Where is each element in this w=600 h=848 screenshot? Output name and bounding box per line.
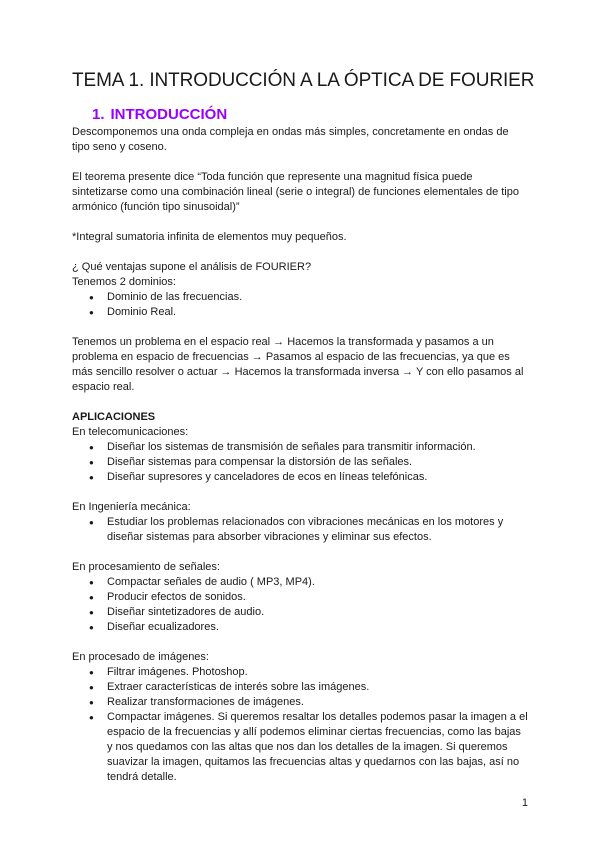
paragraph-domains-intro: Tenemos 2 dominios: <box>72 276 176 288</box>
list-item: ● Dominio de las frecuencias. <box>72 290 528 305</box>
list-item: ● Producir efectos de sonidos. <box>72 590 528 605</box>
list-item: ● Compactar imágenes. Si queremos resaltar los detalles podemos pasar la imagen a el espacio de la frecuencias y allí podemos eliminar ciertas frecuencias, como las bajas y nos quedamos con las altas que nos dan los detalles de la imagen. Si queremos suavizar la imagen, quitamos las frecuencias altas y quedarnos con las bajas, así no tendrá detalle. <box>72 710 528 785</box>
list-item: ● Diseñar sistemas para compensar la distorsión de las señales. <box>72 455 528 470</box>
paragraph-process: Tenemos un problema en el espacio real → Hacemos la transformada y pasamos a un problema en espacio de frecuencias → Pasamos al espacio de las frecuencias, ya que es más sencillo resolver o actuar → Hacemos la transformada inversa → Y con ello pasamos al espacio real. <box>72 336 524 393</box>
senales-list <box>72 575 528 635</box>
paragraph-note: *Integral sumatoria infinita de elementos muy pequeños. <box>72 231 347 243</box>
telecom-list <box>72 440 528 485</box>
telecom-label: En telecomunicaciones: <box>72 426 189 438</box>
list-item: ● Diseñar los sistemas de transmisión de señales para transmitir información. <box>72 440 528 455</box>
list-item: ● Dominio Real. <box>72 305 528 320</box>
list-item: ● Extraer características de interés sobre las imágenes. <box>72 680 528 695</box>
list-item: ● Filtrar imágenes. Photoshop. <box>72 665 528 680</box>
list-item: ● Diseñar sintetizadores de audio. <box>72 605 528 620</box>
section-heading-text: INTRODUCCIÓN <box>110 106 228 123</box>
list-item: ● Realizar transformaciones de imágenes. <box>72 695 528 710</box>
list-item: ● Diseñar ecualizadores. <box>72 620 528 635</box>
paragraph-intro: Descomponemos una onda compleja en ondas más simples, concretamente en ondas de tipo seno y coseno. <box>72 126 509 153</box>
document-title: TEMA 1. INTRODUCCIÓN A LA ÓPTICA DE FOURIER <box>72 70 535 91</box>
section-heading <box>92 106 227 123</box>
list-item: ● Diseñar supresores y canceladores de ecos en líneas telefónicas. <box>72 470 528 485</box>
list-item: ● Compactar señales de audio ( MP3, MP4). <box>72 575 528 590</box>
page-number: 1 <box>521 797 528 809</box>
paragraph-theorem: El teorema presente dice “Toda función que represente una magnitud física puede sintetizarse como una combinación lineal (serie o integral) de funciones elementales de tipo armónico (función tipo sinusoidal)” <box>72 171 519 213</box>
mecanica-list <box>72 515 528 545</box>
section-number: 1. <box>92 106 105 123</box>
paragraph-question: ¿ Qué ventajas supone el análisis de FOURIER? <box>72 261 312 273</box>
applications-heading: APLICACIONES <box>72 411 156 423</box>
list-item: ● Estudiar los problemas relacionados con vibraciones mecánicas en los motores y diseñar sistemas para absorber vibraciones y eliminar sus efectos. <box>72 515 528 545</box>
senales-label: En procesamiento de señales: <box>72 561 220 573</box>
document-body <box>72 125 528 785</box>
imagenes-list <box>72 665 528 785</box>
mecanica-label: En Ingeniería mecánica: <box>72 501 191 513</box>
domains-list <box>72 290 528 320</box>
imagenes-label: En procesado de imágenes: <box>72 651 209 663</box>
